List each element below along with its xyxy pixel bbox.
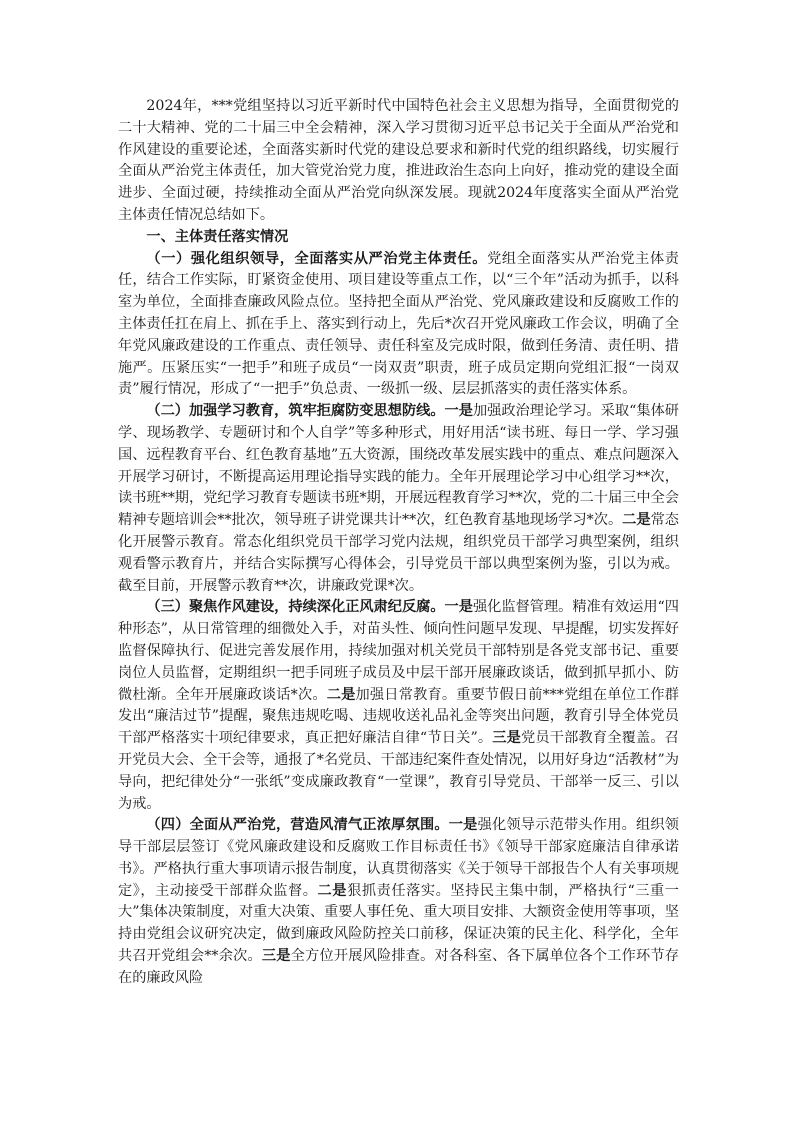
paragraph-3-marker-2: 二是 (326, 686, 356, 703)
paragraph-3 (118, 597, 679, 815)
paragraph-4-text-1: 强化领导示范带头作用。组织领导干部层层签订《党风廉政建设和反腐败工作目标责任书》《领导干部家庭廉洁自律承诺书》。严格执行重大事项请示报告制度，认真贯彻落实《关于领导干部报告个人有关事项规定》，主动接受干部群众监督。 (118, 817, 679, 899)
paragraph-3-marker-1: 一是 (444, 599, 473, 616)
paragraph-2-text-2: 常态化开展警示教育。常态化组织党员干部学习党内法规，组织党员干部学习典型案例，组织观看警示教育片，并结合实际撰写心得体会，引导党员干部以典型案例为鉴，引以为戒。截至目前，开展警示教育**次，讲廉政党课*次。 (118, 512, 679, 594)
paragraph-1 (118, 249, 679, 402)
paragraph-4-lead: （四）全面从严治党，营造风清气正浓厚氛围。 (146, 817, 449, 834)
paragraph-3-text-1: 强化监督管理。精准有效运用“四种形态”，从日常管理的细微处入手，对苗头性、倾向性问题早发现、早提醒，切实发挥好监督保障执行、促进完善发展作用，持续加强对机关党员干部特别是各党支部书记、重要岗位人员监督，定期组织一把手同班子成员及中层干部开展廉政谈话，做到抓早抓小、防微杜渐。全年开展廉政谈话*次。 (118, 599, 679, 703)
paragraph-2-text-1: 加强政治理论学习。采取“集体研学、现场教学、专题研讨和个人自学”等多种形式，用好用活“读书班、每日一学、学习强国、远程教育平台、红色教育基地”五大资源，围绕改革发展实践中的重点、难点问题深入开展学习研讨，不断提高运用理论指导实践的能力。全年开展理论学习中心组学习**次，读书班**期，党纪学习教育专题读书班*期，开展远程教育学习**次，党的二十届三中全会精神专题培训会**批次，领导班子讲党课共计**次，红色教育基地现场学习*次。 (118, 403, 679, 529)
paragraph-1-body: 党组全面落实从严治党主体责任，结合工作实际，盯紧资金使用、项目建设等重点工作，以“三个年”活动为抓手，以科室为单位，全面排查廉政风险点位。坚持把全面从严治党、党风廉政建设和反腐败工作的主体责任扛在肩上、抓在手上、落实到行动上，先后*次召开党风廉政工作会议，明确了全年党风廉政建设的工作重点、责任领导、责任科室及完成时限，做到任务清、责任明、措施严。压紧压实“一把手”和班子成员“一岗双责”职责，班子成员定期向党组汇报“一岗双责”履行情况，形成了“一把手”负总责、一级抓一级、层层抓落实的责任落实体系。 (118, 250, 679, 398)
paragraph-4-marker-2: 二是 (317, 882, 348, 899)
paragraph-3-marker-3: 三是 (492, 730, 522, 747)
paragraph-3-text-2: 加强日常教育。重要节假日前***党组在单位工作群发出“廉洁过节”提醒，聚焦违规吃喝、违规收送礼品礼金等突出问题，教育引导全体党员干部严格落实十项纪律要求，真正把好廉洁自律“节日关”。 (118, 686, 679, 747)
paragraph-4-marker-3: 三是 (261, 948, 291, 965)
paragraph-4-text-2: 狠抓责任落实。坚持民主集中制，严格执行“三重一大”集体决策制度，对重大决策、重要人事任免、重大项目安排、大额资金使用等事项，坚持由党组会议研究决定，做到廉政风险防控关口前移，保证决策的民主化、科学化，全年共召开党组会**余次。 (118, 882, 679, 965)
paragraph-2-marker-1: 一是 (444, 403, 473, 420)
paragraph-2-lead: （二）加强学习教育，筑牢拒腐防变思想防线。 (146, 403, 445, 420)
intro-paragraph: 2024年，***党组坚持以习近平新时代中国特色社会主义思想为指导，全面贯彻党的二十大精神、党的二十届三中全会精神，深入学习贯彻习近平总书记关于全面从严治党和作风建设的重要论述，全面落实新时代党的建设总要求和新时代党的组织路线，切实履行全面从严治党主体责任，加大管党治党力度，推进政治生态向上向好，推动党的建设全面进步、全面过硬，持续推动全面从严治党向纵深发展。现就2024年度落实全面从严治党主体责任情况总结如下。 (118, 98, 679, 223)
paragraph-4 (118, 815, 679, 989)
paragraph-4-marker-1: 一是 (448, 817, 478, 834)
paragraph-3-text-3: 党员干部教育全覆盖。召开党员大会、全干会等，通报了*名党员、干部违纪案件查处情况，以用好身边“活教材”为导向，把纪律处分“一张纸”变成廉政教育“一堂课”，教育引导党员、干部举一反三、引以为戒。 (118, 730, 679, 812)
paragraph-1-lead: （一）强化组织领导，全面落实从严治党主体责任。 (146, 250, 488, 267)
paragraph-4-text-3: 全方位开展风险排查。对各科室、各下属单位各个工作环节存在的廉政风险 (118, 948, 679, 986)
document-page (118, 96, 679, 990)
paragraph-2 (118, 401, 679, 597)
paragraph-3-lead: （三）聚焦作风建设，持续深化正风肃纪反腐。 (146, 599, 445, 616)
section-heading: 一、主体责任落实情况 (146, 228, 289, 245)
paragraph-2-marker-2: 二是 (622, 512, 651, 529)
